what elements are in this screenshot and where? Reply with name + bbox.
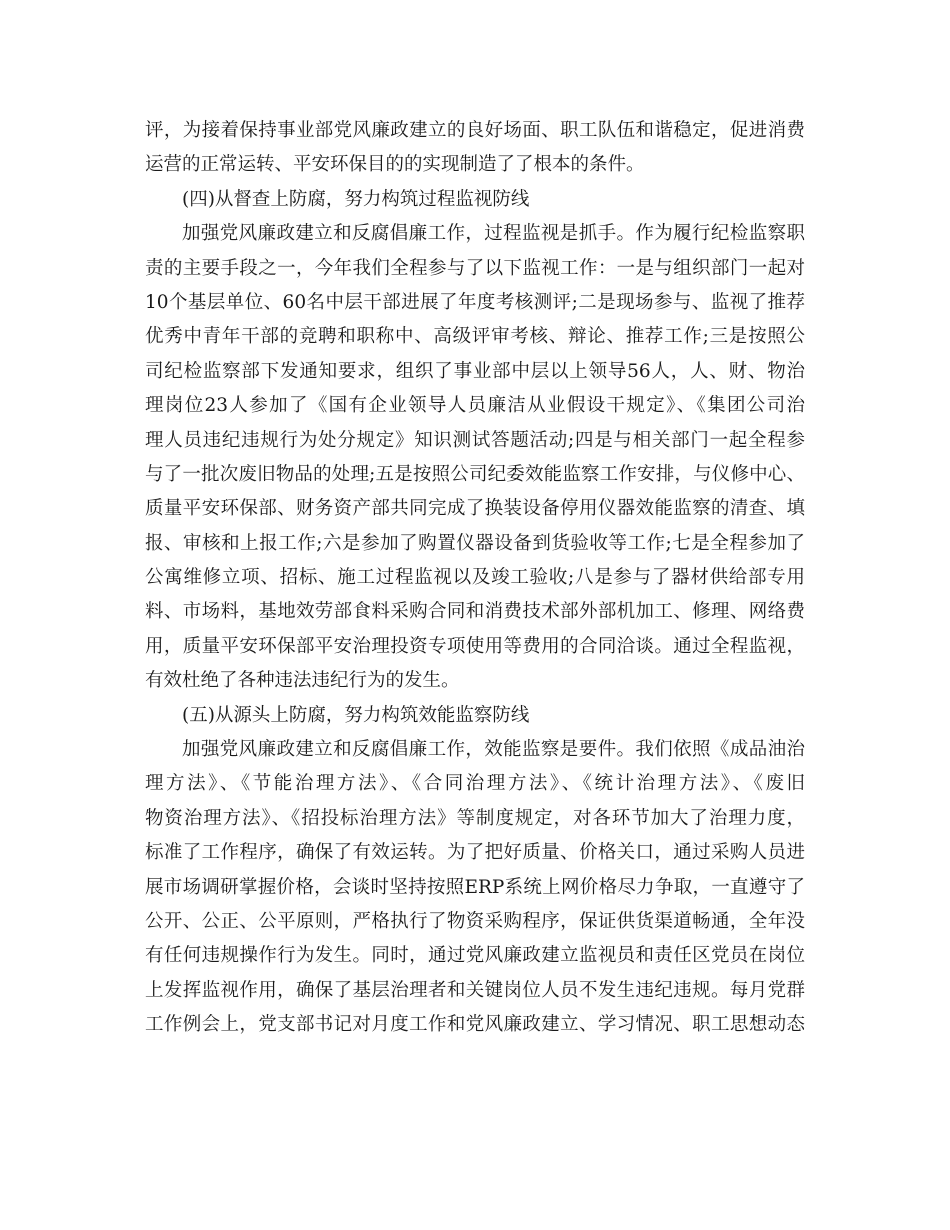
paragraph-line: 报、审核和上报工作;六是参加了购置仪器设备到货验收等工作;七是全程参加了 (145, 532, 805, 554)
paragraph-start-line: 加强党风廉政建立和反腐倡廉工作，效能监察是要件。我们依照《成品油治 (182, 739, 805, 761)
paragraph-line: 有任何违规操作行为发生。同时，通过党风廉政建立监视员和责任区党员在岗位 (145, 945, 805, 967)
paragraph-line: 标准了工作程序，确保了有效运转。为了把好质量、价格关口，通过采购人员进 (145, 842, 805, 864)
paragraph-line: 运营的正常运转、平安环保目的的实现制造了了根本的条件。 (145, 154, 645, 176)
paragraph-line: 责的主要手段之一，今年我们全程参与了以下监视工作：一是与组织部门一起对 (145, 257, 805, 279)
paragraph-line: 公寓维修立项、招标、施工过程监视以及竣工验收;八是参与了器材供给部专用 (145, 567, 805, 589)
paragraph-line: 司纪检监察部下发通知要求，组织了事业部中层以上领导56人，人、财、物治 (145, 360, 805, 382)
paragraph-line: 质量平安环保部、财务资产部共同完成了换装设备停用仪器效能监察的清查、填 (145, 498, 805, 520)
paragraph-line: 用，质量平安环保部平安治理投资专项使用等费用的合同洽谈。通过全程监视， (145, 635, 805, 657)
paragraph-line: 料、市场料，基地效劳部食料采购合同和消费技术部外部机加工、修理、网络费 (145, 601, 805, 623)
paragraph-line: 与了一批次废旧物品的处理;五是按照公司纪委效能监察工作安排，与仪修中心、 (145, 463, 805, 485)
paragraph-line: 优秀中青年干部的竞聘和职称中、高级评审考核、辩论、推荐工作;三是按照公 (145, 326, 805, 348)
paragraph-start-line: 加强党风廉政建立和反腐倡廉工作，过程监视是抓手。作为履行纪检监察职 (182, 223, 805, 245)
paragraph-line: 10个基层单位、60名中层干部进展了年度考核测评;二是现场参与、监视了推荐 (145, 291, 805, 313)
paragraph-line: 有效杜绝了各种违法违纪行为的发生。 (145, 670, 460, 692)
document-body (145, 114, 805, 1043)
paragraph-line: 评，为接着保持事业部党风廉政建立的良好场面、职工队伍和谐稳定，促进消费 (145, 120, 805, 141)
paragraph-start-line: (四)从督查上防腐，努力构筑过程监视防线 (182, 188, 530, 210)
paragraph-line: 展市场调研掌握价格，会谈时坚持按照ERP系统上网价格尽力争取，一直遵守了 (145, 876, 805, 898)
paragraph-line: 上发挥监视作用，确保了基层治理者和关键岗位人员不发生违纪违规。每月党群 (145, 979, 805, 1001)
paragraph-line: 理方法》、《节能治理方法》、《合同治理方法》、《统计治理方法》、《废旧 (145, 773, 805, 795)
paragraph-line: 理人员违纪违规行为处分规定》知识测试答题活动;四是与相关部门一起全程参 (145, 429, 805, 451)
paragraph-line: 工作例会上，党支部书记对月度工作和党风廉政建立、学习情况、职工思想动态 (145, 1014, 805, 1036)
paragraph-line: 物资治理方法》、《招投标治理方法》等制度规定，对各环节加大了治理力度， (145, 807, 805, 829)
paragraph-start-line: (五)从源头上防腐，努力构筑效能监察防线 (182, 704, 530, 726)
paragraph-line: 公开、公正、公平原则，严格执行了物资采购程序，保证供货渠道畅通，全年没 (145, 910, 805, 932)
paragraph-line: 理岗位23人参加了《国有企业领导人员廉洁从业假设干规定》、《集团公司治 (145, 395, 805, 417)
